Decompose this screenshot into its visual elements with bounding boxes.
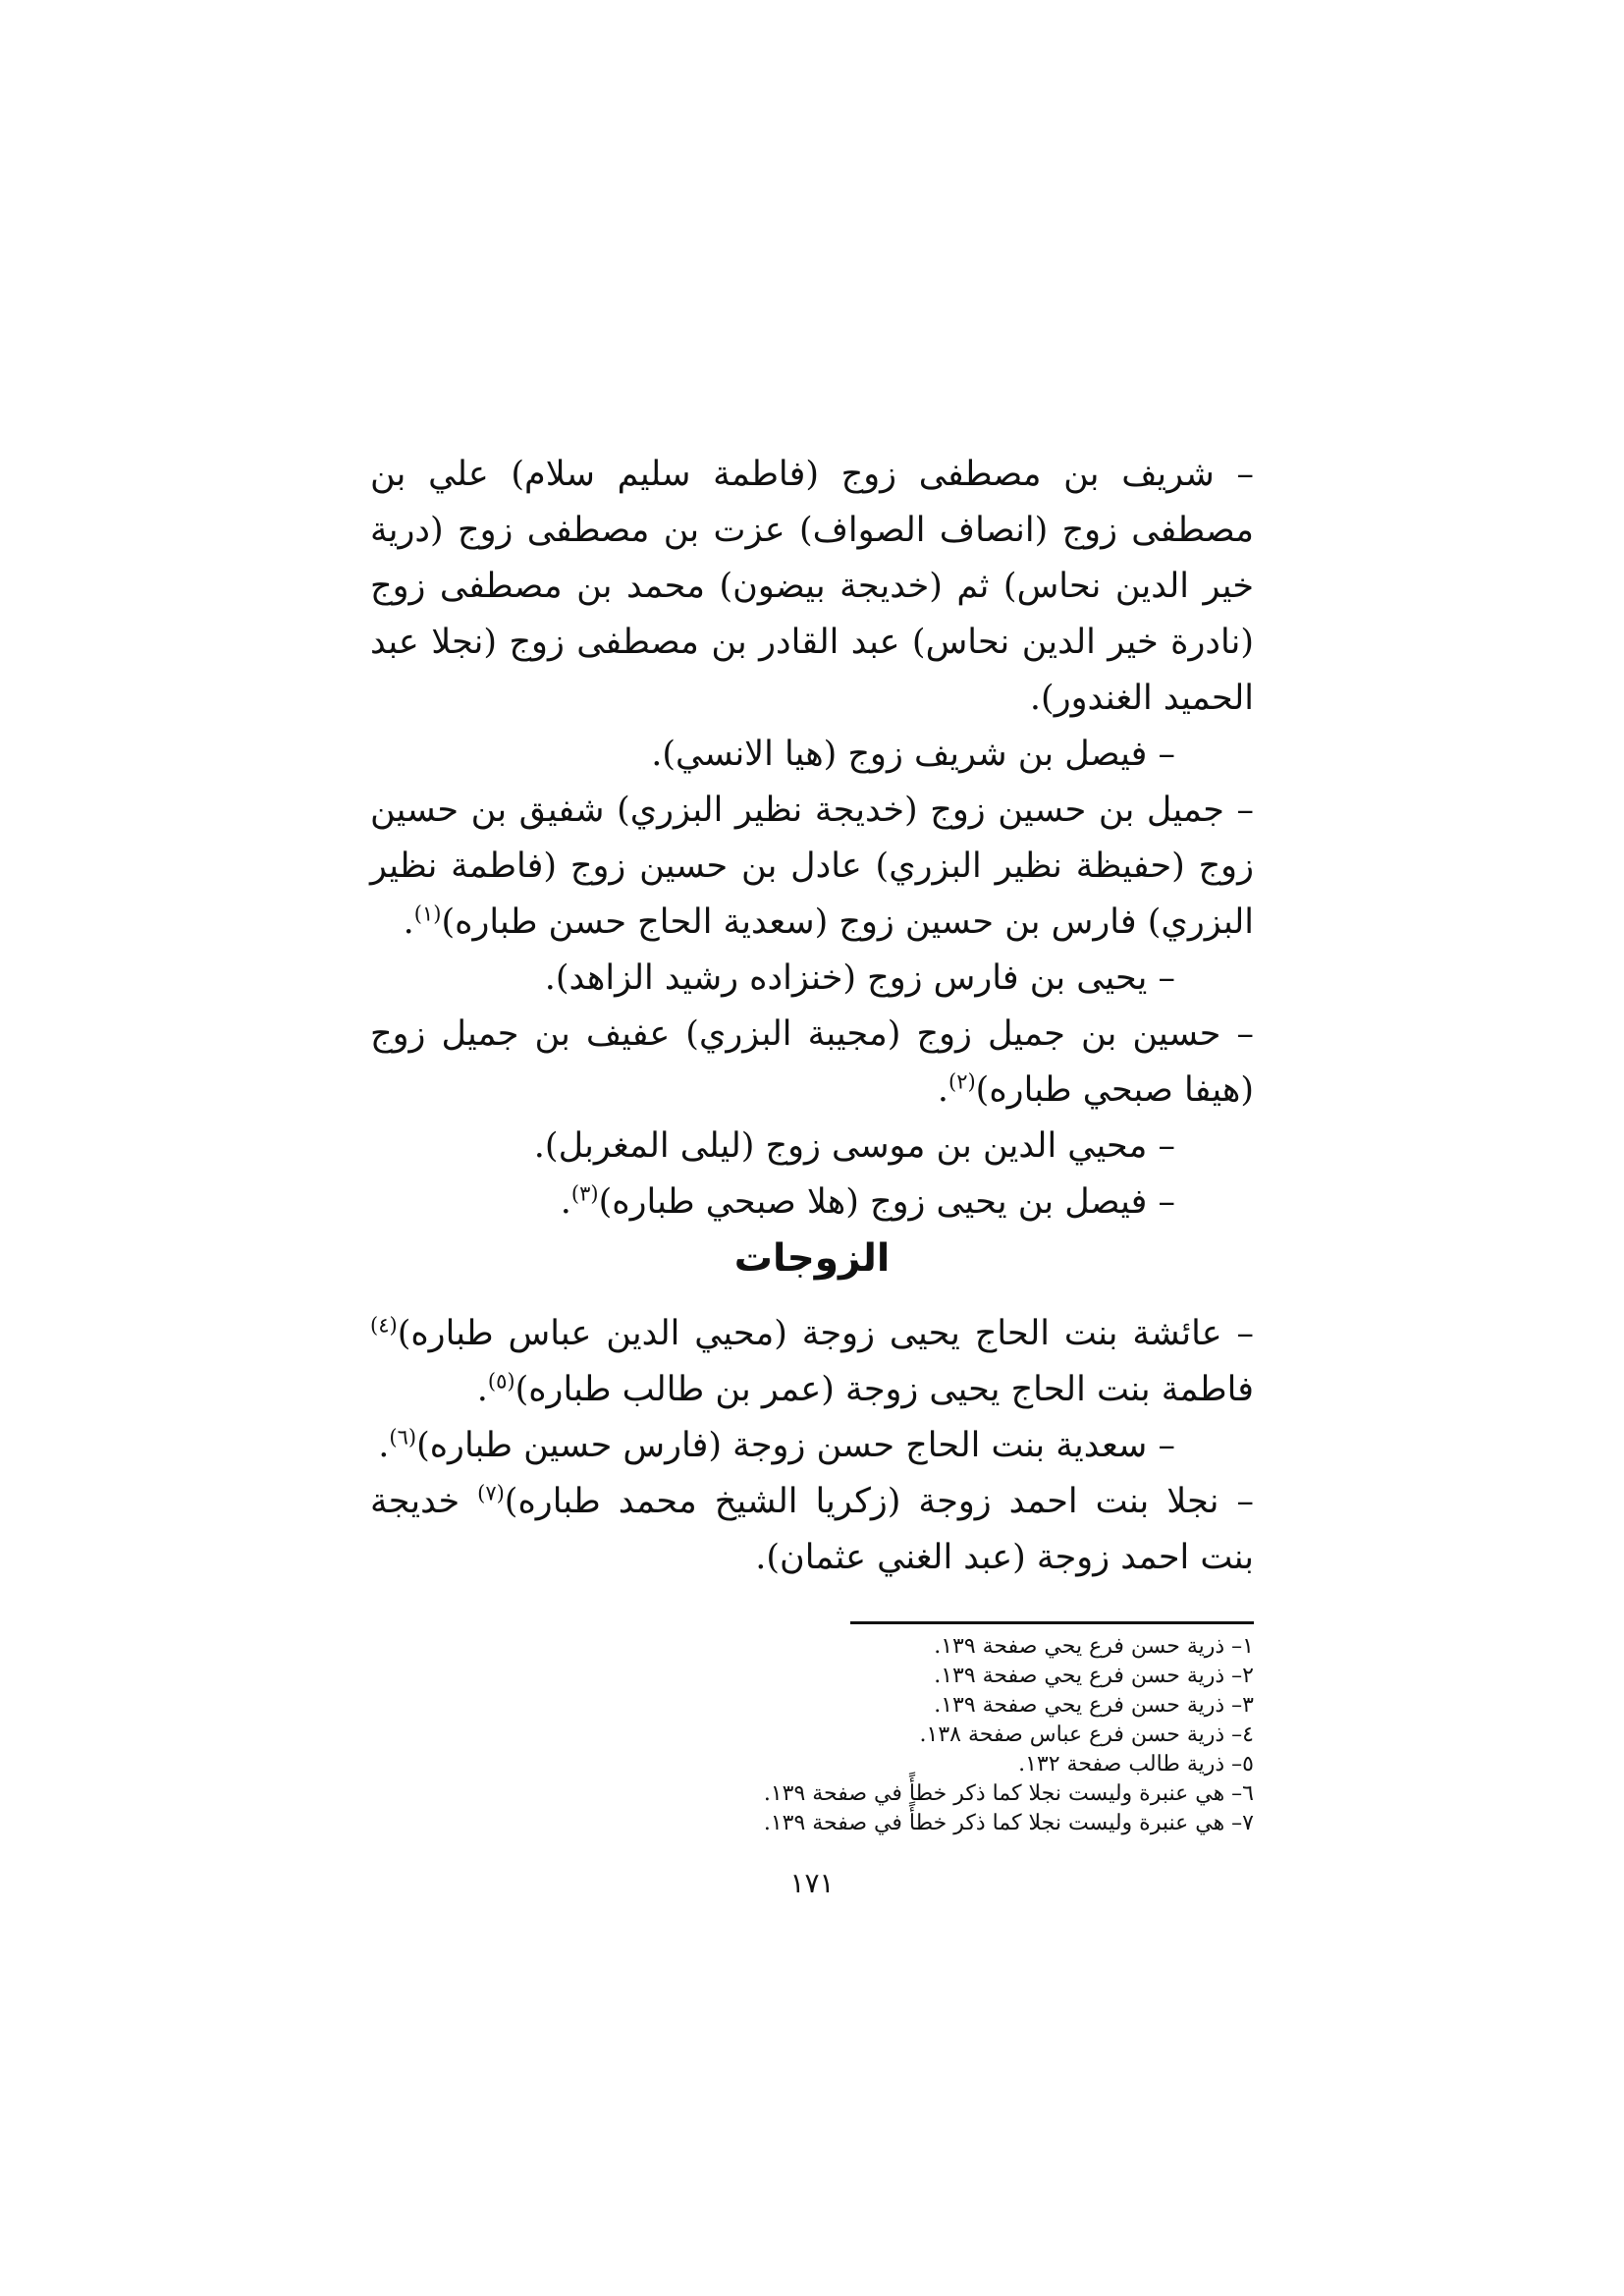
paragraph-text-continued: خديجة بنت احمد زوجة (عبد الغني عثمان). — [370, 1482, 1254, 1577]
lineage-paragraph — [370, 1119, 1254, 1175]
lineage-section — [370, 447, 1254, 1230]
paragraph-tail: . — [937, 1070, 948, 1110]
footnote-ref: (٦) — [389, 1425, 417, 1449]
footnote: ٦– هي عنبرة وليست نجلا كما ذكر خطأً في صفحة ١٣٩. — [763, 1781, 1254, 1806]
spouse-paragraph — [370, 1418, 1254, 1474]
footnote: ٧– هي عنبرة وليست نجلا كما ذكر خطأً في صفحة ١٣٩. — [763, 1811, 1254, 1835]
spouse-paragraph — [370, 1474, 1254, 1586]
paragraph-tail: . — [378, 1426, 390, 1465]
footnote-ref: (٤) — [370, 1313, 398, 1338]
paragraph-text: – عائشة بنت الحاج يحيى زوجة (محيي الدين عباس طباره) — [397, 1314, 1254, 1353]
lineage-paragraph — [370, 783, 1254, 951]
paragraph-text: – فيصل بن يحيى زوج (هلا صبحي طباره) — [598, 1182, 1175, 1222]
spouse-paragraph — [370, 1306, 1254, 1418]
paragraph-text: – سعدية بنت الحاج حسن زوجة (فارس حسين طباره) — [416, 1426, 1175, 1465]
paragraph-text: – فيصل بن شريف زوج (هيا الانسي). — [651, 735, 1175, 774]
paragraph-tail: . — [403, 902, 414, 942]
footnote-divider — [850, 1621, 1254, 1624]
footnote: ٣– ذرية حسن فرع يحي صفحة ١٣٩. — [934, 1693, 1254, 1718]
paragraph-text: – جميل بن حسين زوج (خديجة نظير البزري) شفيق بن حسين زوج (حفيظة نظير البزري) عادل بن حسين زوج (فاطمة نظير البزري) فارس بن حسين زوج (سعدية الحاج حسن طباره) — [370, 791, 1254, 942]
paragraph-text: – شريف بن مصطفى زوج (فاطمة سليم سلام) علي بن مصطفى زوج (انصاف الصواف) عزت بن مصطفى زوج (درية خير الدين نحاس) ثم (خديجة بيضون) محمد بن مصطفى زوج (نادرة خير الدين نحاس) عبد القادر بن مصطفى زوج (نجلا عبد الحميد الغندور). — [370, 455, 1254, 718]
paragraph-text: – نجلا بنت احمد زوجة (زكريا الشيخ محمد طباره) — [504, 1482, 1254, 1521]
lineage-paragraph — [370, 1175, 1254, 1230]
paragraph-tail: . — [476, 1370, 488, 1409]
footnote: ٥– ذرية طالب صفحة ١٣٢. — [1018, 1752, 1254, 1777]
footnote: ٢– ذرية حسن فرع يحي صفحة ١٣٩. — [934, 1664, 1254, 1688]
lineage-paragraph — [370, 1007, 1254, 1119]
footnote-ref: (٧) — [477, 1481, 505, 1505]
spouses-section — [370, 1306, 1254, 1586]
lineage-paragraph — [370, 951, 1254, 1007]
paragraph-text-continued: فاطمة بنت الحاج يحيى زوجة (عمر بن طالب طباره) — [514, 1370, 1254, 1409]
footnote: ٤– ذرية حسن فرع عباس صفحة ١٣٨. — [919, 1722, 1254, 1747]
footnotes — [370, 1632, 1254, 1838]
lineage-paragraph — [370, 727, 1254, 783]
paragraph-text: – محيي الدين بن موسى زوج (ليلى المغربل). — [533, 1126, 1175, 1166]
footnote-ref: (٢) — [947, 1069, 976, 1094]
paragraph-text: – حسين بن جميل زوج (مجيبة البزري) عفيف بن جميل زوج (هيفا صبحي طباره) — [370, 1014, 1254, 1110]
page-number: ١٧١ — [789, 1867, 835, 1899]
footnote-ref: (٣) — [570, 1181, 599, 1206]
section-heading: الزوجات — [733, 1236, 891, 1281]
footnote-ref: (٥) — [487, 1369, 515, 1394]
lineage-paragraph — [370, 447, 1254, 727]
footnote: ١– ذرية حسن فرع يحي صفحة ١٣٩. — [934, 1634, 1254, 1659]
paragraph-tail: . — [560, 1182, 571, 1222]
footnote-ref: (١) — [413, 902, 442, 926]
paragraph-text: – يحيى بن فارس زوج (خنزاده رشيد الزاهد). — [544, 958, 1175, 998]
